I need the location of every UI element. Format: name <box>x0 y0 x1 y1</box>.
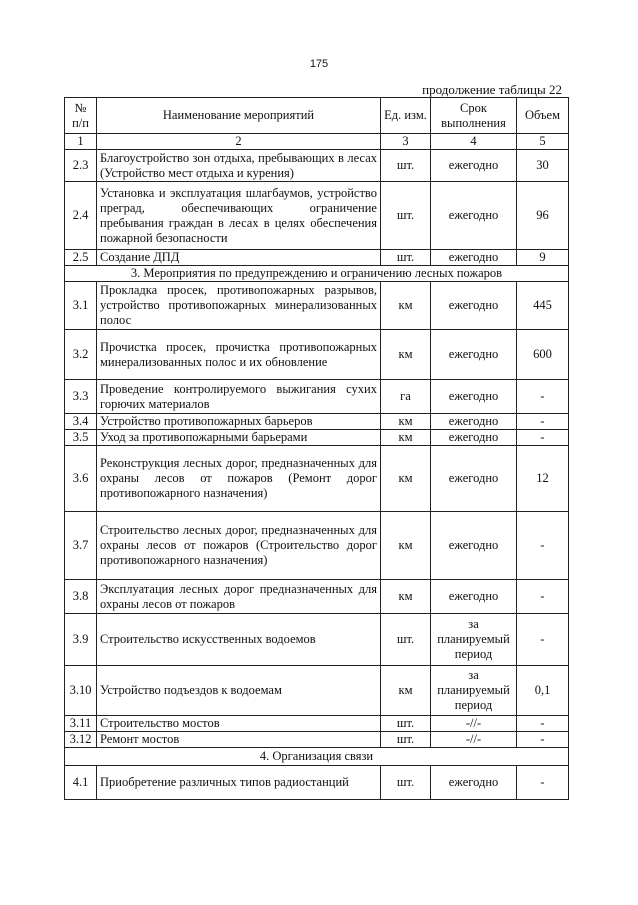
row-number: 2.4 <box>65 182 97 250</box>
row-number: 3.2 <box>65 330 97 380</box>
unit-of-measure: шт. <box>381 614 431 666</box>
measure-name: Строительство искусственных водоемов <box>97 614 381 666</box>
row-number: 3.3 <box>65 380 97 414</box>
header-name: Наименование мероприятий <box>97 98 381 134</box>
volume-value: 30 <box>517 150 569 182</box>
row-number: 3.4 <box>65 414 97 430</box>
measure-name: Прокладка просек, противопожарных разрывов, устройство противопожарных минерализованных полос <box>97 282 381 330</box>
row-number: 3.6 <box>65 446 97 512</box>
table-row <box>65 150 569 182</box>
completion-term: ежегодно <box>431 282 517 330</box>
row-number: 4.1 <box>65 766 97 800</box>
table-row <box>65 446 569 512</box>
unit-of-measure: шт. <box>381 732 431 748</box>
column-index: 4 <box>431 134 517 150</box>
row-number: 3.8 <box>65 580 97 614</box>
table-row <box>65 732 569 748</box>
table-row <box>65 380 569 414</box>
completion-term: ежегодно <box>431 446 517 512</box>
row-number: 3.1 <box>65 282 97 330</box>
completion-term: ежегодно <box>431 766 517 800</box>
completion-term: ежегодно <box>431 430 517 446</box>
unit-of-measure: км <box>381 430 431 446</box>
completion-term: ежегодно <box>431 580 517 614</box>
measure-name: Прочистка просек, прочистка противопожарных минерализованных полос и их обновление <box>97 330 381 380</box>
table-row <box>65 330 569 380</box>
completion-term: ежегодно <box>431 414 517 430</box>
measure-name: Приобретение различных типов радиостанций <box>97 766 381 800</box>
row-number: 2.5 <box>65 250 97 266</box>
measure-name: Благоустройство зон отдыха, пребывающих в лесах (Устройство мест отдыха и курения) <box>97 150 381 182</box>
column-index: 1 <box>65 134 97 150</box>
unit-of-measure: км <box>381 666 431 716</box>
measure-name: Реконструкция лесных дорог, предназначенных для охраны лесов от пожаров (Ремонт дорог противопожарного назначения) <box>97 446 381 512</box>
table-row <box>65 666 569 716</box>
measure-name: Строительство мостов <box>97 716 381 732</box>
measures-table <box>64 97 569 800</box>
table-row <box>65 716 569 732</box>
row-number: 3.10 <box>65 666 97 716</box>
section-row <box>65 748 569 766</box>
unit-of-measure: км <box>381 446 431 512</box>
volume-value: 9 <box>517 250 569 266</box>
volume-value: - <box>517 614 569 666</box>
table-body <box>65 150 569 800</box>
column-index-row <box>65 134 569 150</box>
completion-term: за планируемый период <box>431 666 517 716</box>
volume-value: 0,1 <box>517 666 569 716</box>
completion-term: за планируемый период <box>431 614 517 666</box>
unit-of-measure: км <box>381 330 431 380</box>
measure-name: Создание ДПД <box>97 250 381 266</box>
volume-value: - <box>517 732 569 748</box>
completion-term: -//- <box>431 732 517 748</box>
measure-name: Строительство лесных дорог, предназначенных для охраны лесов от пожаров (Строительство дорог противопожарного назначения) <box>97 512 381 580</box>
section-row <box>65 266 569 282</box>
column-index: 3 <box>381 134 431 150</box>
unit-of-measure: км <box>381 580 431 614</box>
section-title: 4. Организация связи <box>65 748 569 766</box>
measure-name: Эксплуатация лесных дорог предназначенных для охраны лесов от пожаров <box>97 580 381 614</box>
volume-value: - <box>517 716 569 732</box>
unit-of-measure: шт. <box>381 766 431 800</box>
row-number: 3.11 <box>65 716 97 732</box>
unit-of-measure: шт. <box>381 250 431 266</box>
header-num: № п/п <box>65 98 97 134</box>
completion-term: ежегодно <box>431 330 517 380</box>
completion-term: ежегодно <box>431 512 517 580</box>
row-number: 3.12 <box>65 732 97 748</box>
measure-name: Установка и эксплуатация шлагбаумов, устройство преград, обеспечивающих ограничение пребывания граждан в лесах в целях обеспечения пожарной безопасности <box>97 182 381 250</box>
volume-value: - <box>517 512 569 580</box>
volume-value: - <box>517 766 569 800</box>
unit-of-measure: шт. <box>381 150 431 182</box>
completion-term: -//- <box>431 716 517 732</box>
table-continuation-caption: продолжение таблицы 22 <box>422 82 562 97</box>
measure-name: Уход за противопожарными барьерами <box>97 430 381 446</box>
table-row <box>65 430 569 446</box>
unit-of-measure: км <box>381 282 431 330</box>
unit-of-measure: га <box>381 380 431 414</box>
section-title: 3. Мероприятия по предупреждению и ограничению лесных пожаров <box>65 266 569 282</box>
page-number: 175 <box>309 58 329 70</box>
volume-value: 12 <box>517 446 569 512</box>
table-row <box>65 250 569 266</box>
header-term: Срок выполнения <box>431 98 517 134</box>
measure-name: Ремонт мостов <box>97 732 381 748</box>
table-row <box>65 282 569 330</box>
measure-name: Устройство противопожарных барьеров <box>97 414 381 430</box>
volume-value: - <box>517 380 569 414</box>
completion-term: ежегодно <box>431 380 517 414</box>
unit-of-measure: км <box>381 414 431 430</box>
table-row <box>65 614 569 666</box>
column-index: 2 <box>97 134 381 150</box>
table-row <box>65 766 569 800</box>
volume-value: 96 <box>517 182 569 250</box>
measure-name: Устройство подъездов к водоемам <box>97 666 381 716</box>
row-number: 3.9 <box>65 614 97 666</box>
row-number: 2.3 <box>65 150 97 182</box>
volume-value: 445 <box>517 282 569 330</box>
header-volume: Объем <box>517 98 569 134</box>
completion-term: ежегодно <box>431 250 517 266</box>
table-header-row <box>65 98 569 134</box>
table-row <box>65 512 569 580</box>
column-index: 5 <box>517 134 569 150</box>
unit-of-measure: шт. <box>381 182 431 250</box>
table-row <box>65 182 569 250</box>
volume-value: 600 <box>517 330 569 380</box>
header-unit: Ед. изм. <box>381 98 431 134</box>
unit-of-measure: км <box>381 512 431 580</box>
row-number: 3.7 <box>65 512 97 580</box>
table-row <box>65 414 569 430</box>
row-number: 3.5 <box>65 430 97 446</box>
volume-value: - <box>517 414 569 430</box>
measure-name: Проведение контролируемого выжигания сухих горючих материалов <box>97 380 381 414</box>
table-row <box>65 580 569 614</box>
unit-of-measure: шт. <box>381 716 431 732</box>
volume-value: - <box>517 580 569 614</box>
volume-value: - <box>517 430 569 446</box>
completion-term: ежегодно <box>431 182 517 250</box>
completion-term: ежегодно <box>431 150 517 182</box>
